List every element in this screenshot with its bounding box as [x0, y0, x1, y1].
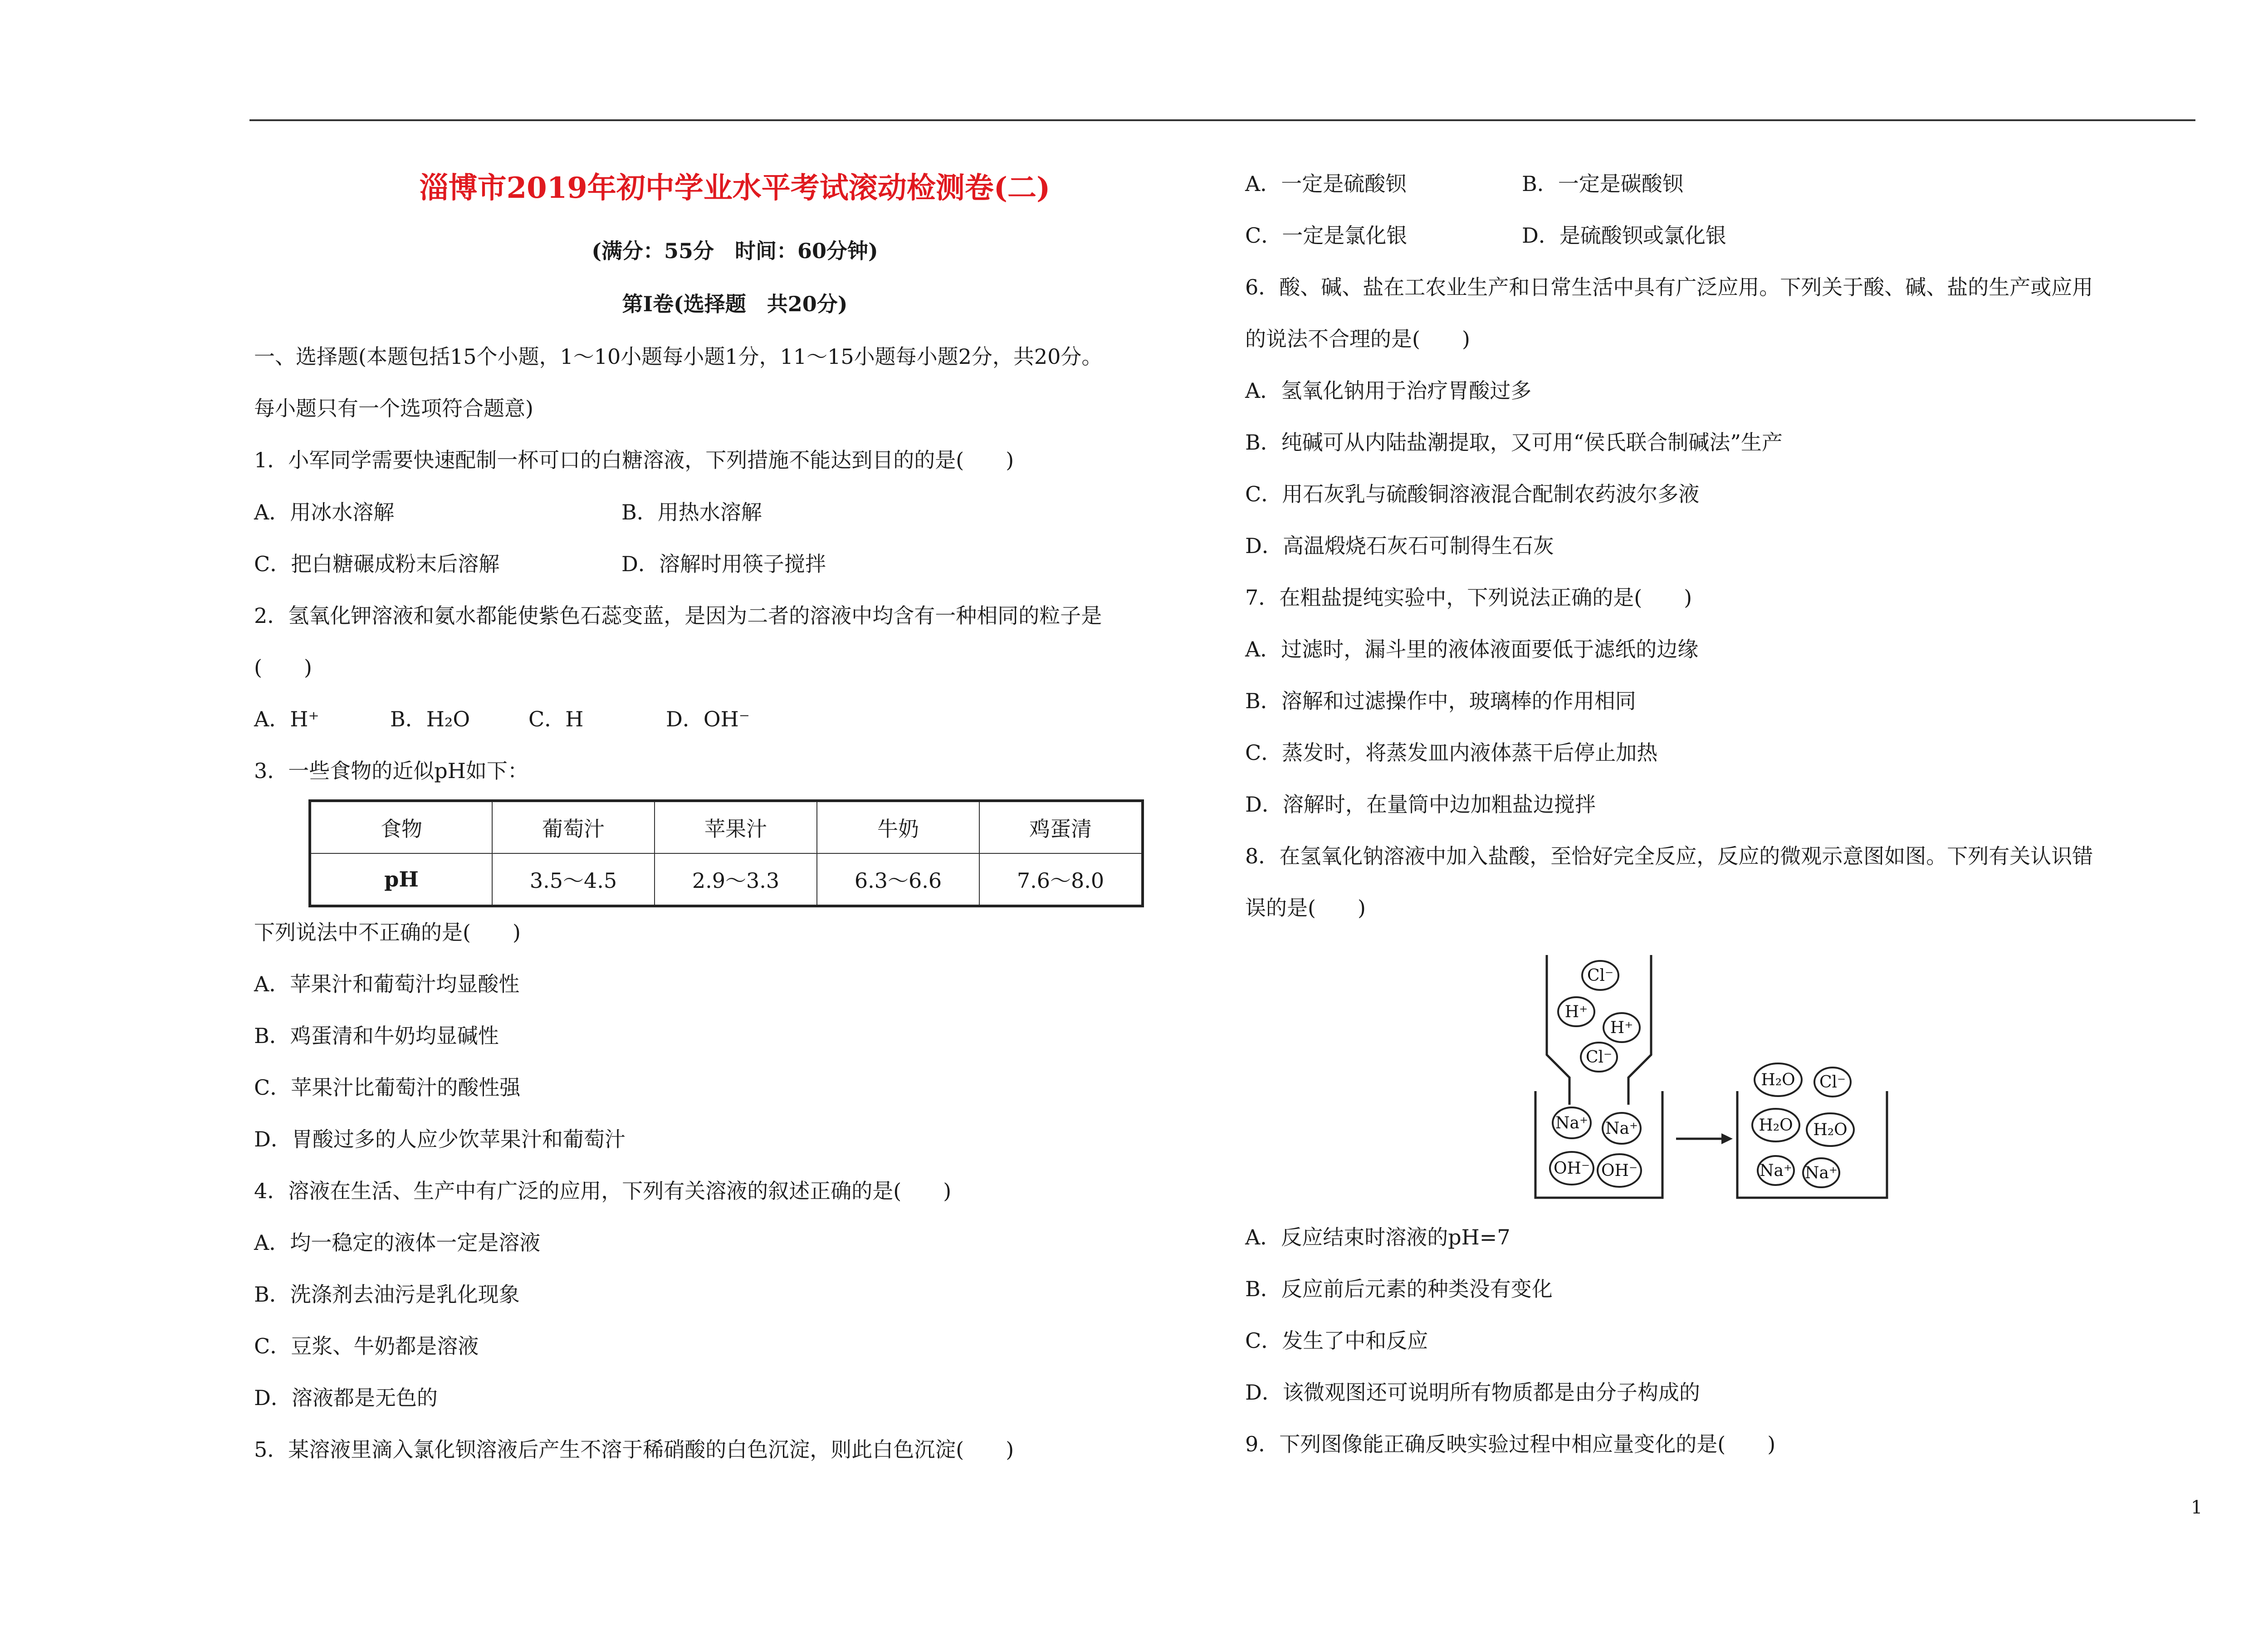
q4-option-b: B．洗涤剂去油污是乳化现象 — [254, 1282, 520, 1307]
reaction-diagram — [1533, 950, 1905, 1211]
ion-label: OH⁻ — [1554, 1159, 1590, 1178]
ion-label: H₂O — [1813, 1121, 1848, 1139]
ion-label: H₂O — [1759, 1116, 1793, 1135]
q6-option-d: D．高温煅烧石灰石可制得生石灰 — [1245, 534, 1554, 558]
q3-option-a: A．苹果汁和葡萄汁均显酸性 — [254, 972, 520, 996]
q3-stem: 3．一些食物的近似pH如下： — [254, 759, 528, 783]
top-rule — [249, 119, 2195, 121]
ion-label: Na⁺ — [1760, 1161, 1792, 1180]
reaction-arrow-head — [1721, 1133, 1733, 1144]
q1-option-c: C．把白糖碾成粉末后溶解 — [254, 552, 500, 576]
q9-stem: 9．下列图像能正确反映实验过程中相应量变化的是( ) — [1245, 1432, 1776, 1456]
q4-option-a: A．均一稳定的液体一定是溶液 — [254, 1230, 541, 1255]
q1-option-d: D．溶解时用筷子搅拌 — [621, 552, 826, 576]
table-header-cell: 葡萄汁 — [492, 801, 655, 853]
table-cell: 3.5～4.5 — [492, 853, 655, 906]
ion-label: Na⁺ — [1805, 1164, 1838, 1182]
q3-option-b: B．鸡蛋清和牛奶均显碱性 — [254, 1024, 499, 1048]
q4-option-d: D．溶液都是无色的 — [254, 1386, 438, 1410]
q8-option-a: A．反应结束时溶液的pH=7 — [1245, 1225, 1510, 1249]
q7-option-a: A．过滤时，漏斗里的液体液面要低于滤纸的边缘 — [1245, 637, 1699, 661]
ion-label: Cl⁻ — [1587, 966, 1614, 985]
q5-option-c: C．一定是氯化银 — [1245, 223, 1408, 248]
ph-table-header-row — [310, 801, 1143, 853]
q8-option-d: D．该微观图还可说明所有物质都是由分子构成的 — [1245, 1380, 1700, 1405]
q5-option-b: B．一定是碳酸钡 — [1522, 171, 1683, 196]
q8-stem-cont: 误的是( ) — [1245, 896, 1366, 920]
q8-stem: 8．在氢氧化钠溶液中加入盐酸，至恰好完全反应，反应的微观示意图如图。下列有关认识错 — [1245, 844, 2093, 868]
q3-ask: 下列说法中不正确的是( ) — [254, 920, 521, 945]
ion-label: Cl⁻ — [1585, 1048, 1613, 1067]
funnel-left-wall — [1547, 955, 1569, 1105]
q4-stem: 4．溶液在生活、生产中有广泛的应用，下列有关溶液的叙述正确的是( ) — [254, 1179, 952, 1203]
q6-option-a: A．氢氧化钠用于治疗胃酸过多 — [1245, 378, 1532, 403]
exam-title: 淄博市2019年初中学业水平考试滚动检测卷(二) — [419, 171, 1051, 205]
q1-option-a: A．用冰水溶解 — [254, 500, 395, 524]
q6-option-b: B．纯碱可从内陆盐潮提取，又可用“侯氏联合制碱法”生产 — [1245, 430, 1783, 455]
table-cell: 2.9～3.3 — [655, 853, 817, 906]
q3-option-c: C．苹果汁比葡萄汁的酸性强 — [254, 1075, 521, 1100]
ion-label: H⁺ — [1564, 1003, 1588, 1021]
q2-option-d: D．OH⁻ — [666, 707, 750, 731]
ion-label: H₂O — [1761, 1071, 1795, 1089]
table-header-cell: 鸡蛋清 — [979, 801, 1143, 853]
q5-stem: 5．某溶液里滴入氯化钡溶液后产生不溶于稀硝酸的白色沉淀，则此白色沉淀( ) — [254, 1437, 1014, 1462]
table-cell: pH — [310, 853, 492, 906]
q2-option-b: B．H₂O — [390, 707, 470, 731]
reaction-diagram-svg — [1533, 950, 1905, 1209]
q2-stem: 2．氢氧化钾溶液和氨水都能使紫色石蕊变蓝，是因为二者的溶液中均含有一种相同的粒子是 — [254, 603, 1102, 628]
q2-stem-cont: ( ) — [254, 655, 312, 680]
table-header-cell: 牛奶 — [817, 801, 979, 853]
ph-table — [308, 799, 1144, 907]
q5-option-a: A．一定是硫酸钡 — [1245, 171, 1407, 196]
q7-option-c: C．蒸发时，将蒸发皿内液体蒸干后停止加热 — [1245, 740, 1658, 765]
q7-stem: 7．在粗盐提纯实验中，下列说法正确的是( ) — [1245, 585, 1692, 610]
score-time: (满分：55分 时间：60分钟) — [591, 239, 878, 263]
ion-label: Na⁺ — [1605, 1119, 1638, 1138]
ph-table-row — [310, 853, 1143, 906]
ion-label: H⁺ — [1610, 1019, 1633, 1037]
table-cell: 7.6～8.0 — [979, 853, 1143, 906]
intro-line-1: 一、选择题(本题包括15个小题，1～10小题每小题1分，11～15小题每小题2分，共20分。 — [254, 344, 1103, 369]
q8-option-c: C．发生了中和反应 — [1245, 1328, 1428, 1353]
q1-stem: 1．小军同学需要快速配制一杯可口的白糖溶液，下列措施不能达到目的的是( ) — [254, 448, 1014, 472]
q1-option-b: B．用热水溶解 — [621, 500, 762, 524]
q6-stem-cont: 的说法不合理的是( ) — [1245, 327, 1470, 351]
q7-option-b: B．溶解和过滤操作中，玻璃棒的作用相同 — [1245, 689, 1636, 713]
q4-option-c: C．豆浆、牛奶都是溶液 — [254, 1334, 479, 1358]
intro-line-2: 每小题只有一个选项符合题意) — [254, 396, 533, 421]
section-heading: 第Ⅰ卷(选择题 共20分) — [622, 292, 848, 316]
q2-option-c: C．H — [528, 707, 584, 731]
ion-label: OH⁻ — [1601, 1161, 1637, 1180]
ion-label: Na⁺ — [1555, 1114, 1588, 1132]
q7-option-d: D．溶解时，在量筒中边加粗盐边搅拌 — [1245, 792, 1596, 817]
q6-option-c: C．用石灰乳与硫酸铜溶液混合配制农药波尔多液 — [1245, 482, 1700, 506]
q8-option-b: B．反应前后元素的种类没有变化 — [1245, 1277, 1553, 1301]
page-number: 1 — [2191, 1497, 2203, 1518]
table-cell: 6.3～6.6 — [817, 853, 979, 906]
q6-stem: 6．酸、碱、盐在工农业生产和日常生活中具有广泛应用。下列关于酸、碱、盐的生产或应用 — [1245, 275, 2093, 299]
table-header-cell: 苹果汁 — [655, 801, 817, 853]
table-header-cell: 食物 — [310, 801, 492, 853]
q2-option-a: A．H⁺ — [254, 707, 319, 731]
q3-option-d: D．胃酸过多的人应少饮苹果汁和葡萄汁 — [254, 1127, 626, 1151]
q5-option-d: D．是硫酸钡或氯化银 — [1522, 223, 1726, 248]
ion-label: Cl⁻ — [1819, 1073, 1846, 1092]
beaker-before — [1535, 1091, 1662, 1198]
